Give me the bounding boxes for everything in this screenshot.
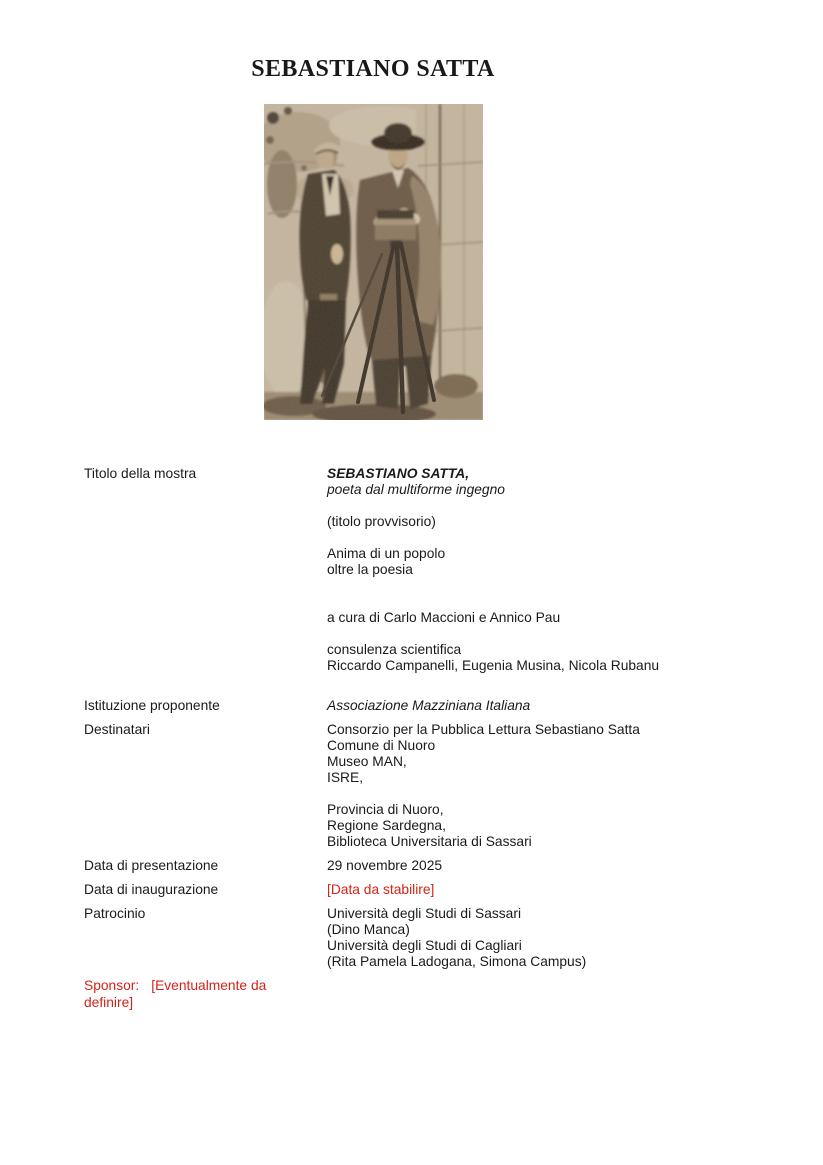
section-row bbox=[84, 858, 764, 874]
sections bbox=[84, 466, 764, 970]
section-row bbox=[84, 698, 764, 714]
value-line: (Dino Manca) bbox=[327, 922, 410, 937]
historic-photo bbox=[264, 104, 483, 420]
value-line: Anima di un popolo bbox=[327, 546, 446, 561]
value-line bbox=[327, 786, 764, 802]
section-row bbox=[84, 722, 764, 850]
sponsor-label: Sponsor: bbox=[84, 978, 140, 993]
value-line: Università degli Studi di Cagliari bbox=[327, 938, 522, 953]
value-line: Biblioteca Universitaria di Sassari bbox=[327, 834, 532, 849]
value-line: SEBASTIANO SATTA, bbox=[327, 466, 470, 481]
section-label: Titolo della mostra bbox=[84, 466, 197, 481]
value-line: 29 novembre 2025 bbox=[327, 858, 443, 873]
value-line: (Rita Pamela Ladogana, Simona Campus) bbox=[327, 954, 587, 969]
value-line bbox=[327, 530, 764, 546]
photo-illustration bbox=[264, 104, 483, 420]
page-title: SEBASTIANO SATTA bbox=[251, 56, 495, 82]
value-line: Consorzio per la Pubblica Lettura Sebastiano Satta bbox=[327, 722, 640, 737]
section-label: Patrocinio bbox=[84, 906, 146, 921]
section-value bbox=[327, 722, 764, 850]
section-row bbox=[84, 906, 764, 970]
value-line: [Data da stabilire] bbox=[327, 882, 435, 897]
value-line bbox=[327, 498, 764, 514]
value-line bbox=[327, 674, 764, 690]
section-value bbox=[327, 882, 764, 898]
value-line: Provincia di Nuoro, bbox=[327, 802, 444, 817]
section-row bbox=[84, 466, 764, 690]
section-value bbox=[327, 858, 764, 874]
value-line: oltre la poesia bbox=[327, 562, 413, 577]
value-line: Regione Sardegna, bbox=[327, 818, 446, 833]
value-line: a cura di Carlo Maccioni e Annico Pau bbox=[327, 610, 561, 625]
value-line bbox=[327, 578, 764, 594]
section-value bbox=[327, 906, 764, 970]
document-body bbox=[84, 466, 764, 1011]
value-line: Associazione Mazziniana Italiana bbox=[327, 698, 531, 713]
section-row bbox=[84, 882, 764, 898]
section-label: Data di inaugurazione bbox=[84, 882, 219, 897]
section-value bbox=[327, 466, 764, 690]
sponsor-note bbox=[84, 978, 282, 1011]
section-label: Data di presentazione bbox=[84, 858, 219, 873]
sponsor-value: [Eventualmente da definire] bbox=[84, 978, 267, 1010]
value-line: ISRE, bbox=[327, 770, 364, 785]
value-line: Museo MAN, bbox=[327, 754, 407, 769]
value-line: Università degli Studi di Sassari bbox=[327, 906, 522, 921]
section-value bbox=[327, 698, 764, 714]
value-line bbox=[327, 594, 764, 610]
value-line: (titolo provvisorio) bbox=[327, 514, 436, 529]
value-line bbox=[327, 626, 764, 642]
value-line: poeta dal multiforme ingegno bbox=[327, 482, 505, 497]
value-line: consulenza scientifica bbox=[327, 642, 462, 657]
section-label: Istituzione proponente bbox=[84, 698, 220, 713]
value-line: Riccardo Campanelli, Eugenia Musina, Nicola Rubanu bbox=[327, 658, 660, 673]
value-line: Comune di Nuoro bbox=[327, 738, 436, 753]
section-label: Destinatari bbox=[84, 722, 150, 737]
document-header bbox=[251, 56, 495, 420]
